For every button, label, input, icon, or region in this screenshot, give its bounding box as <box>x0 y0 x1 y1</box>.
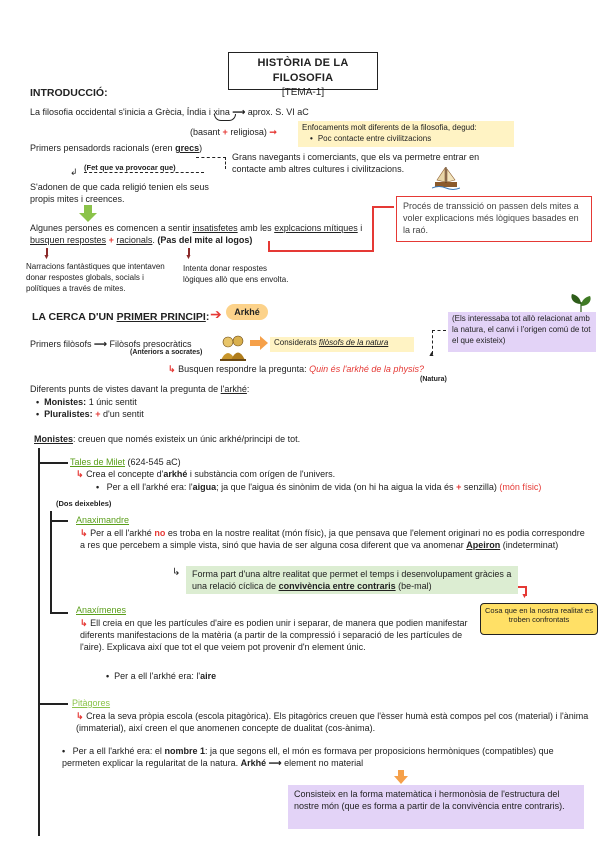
anaximandre-text <box>80 527 586 551</box>
busquen-line <box>168 363 424 375</box>
navegants-text: Grans navegants i comerciants, que els va permetre entrar en contacte amb altres cultures i civilitzacions. <box>232 152 480 175</box>
green-b: convivència entre contraris <box>278 581 396 592</box>
tales-name[interactable]: Tales de Milet <box>70 457 126 467</box>
list-item <box>36 396 144 408</box>
red-connector-vertical <box>372 206 374 251</box>
brace-icon <box>214 114 236 121</box>
anaximenes-list <box>106 670 216 682</box>
anax-t-b: no <box>154 528 166 538</box>
pitagores-purple-box: Consisteix en la forma matemàtica i hermonòsia de l'estructura del nostre món (que es forma a partir de la convivència entre contraris). <box>288 785 584 829</box>
intro-line1-text: La filosofia occidental s'inicia a Grècia, Índia i xina <box>30 107 230 117</box>
narracions-text: Narracions fantàstiques que intentaven donar respostes globals, socials i polítiques a través de mites. <box>26 262 165 293</box>
cerca-heading-a: LA CERCA D'UN <box>32 311 114 323</box>
tales-list <box>96 481 596 493</box>
natura-label: (Natura) <box>420 376 447 383</box>
adonen-text: S'adonen de que cada religió tenien els seus propis mites i creences. <box>30 182 209 205</box>
list-item <box>36 408 144 420</box>
arrow-down-right-icon: ↳ <box>172 567 181 578</box>
alg-g: racionals <box>116 235 153 246</box>
orange-right-arrow-icon <box>250 336 268 350</box>
tree-branch-tales <box>38 462 68 464</box>
red-arrow-icon: ➔ <box>210 306 222 322</box>
primers-text: Primers pensadords racionals (eren <box>30 143 173 153</box>
intro-heading: INTRODUCCIÓ: <box>30 87 108 99</box>
tree-branch-anaximandre <box>50 520 68 522</box>
tales-l2-a: Per a ell l'arkhé era: l' <box>106 482 193 492</box>
deixebles-label: (Dos deixebles) <box>56 499 112 508</box>
intenta-text: Intenta donar respostes lògiques allò que ens envolta. <box>183 264 289 284</box>
anax-t-e: (indeterminat) <box>502 540 559 551</box>
diferents-line <box>30 383 249 395</box>
monistes-heading-b: : creuen que només existeix un únic arkhé/principi de tot. <box>73 434 301 444</box>
enfocaments-bullet: • Poc contacte entre civilitzacions <box>310 134 510 145</box>
enfocaments-text: Enfocaments molt diferents de la filosofia, degud: <box>302 123 477 132</box>
contraris-box: Cosa que en la nostra realitat es troben confrontats <box>480 603 598 635</box>
anaximandre-name[interactable]: Anaximandre <box>76 515 130 525</box>
red-down-arrowhead-icon: ▼ <box>521 593 528 600</box>
tales-l2-c: ; ja que l'aigua és sinònim de vida (on hi ha aigua la vida és <box>216 482 454 492</box>
plus-icon: + <box>456 482 462 492</box>
cerca-heading-b: PRIMER PRINCIPI <box>116 311 206 323</box>
anaximenes-text <box>80 617 478 653</box>
pit-per-d: Arkhé <box>240 758 267 769</box>
arrow-left-icon: ↲ <box>70 167 78 177</box>
purple-note-box: (Els interessaba tot allò relacionat amb la natura, el canvi i l'origen comú de tot el que existeix) <box>448 312 596 352</box>
red-arrow-icon: ➞ <box>269 127 277 137</box>
dif-b: l'arkhé <box>220 384 247 394</box>
monistes-heading <box>34 433 300 445</box>
considerats-box <box>270 337 414 352</box>
anax-t-a: Per a ell l'arkhé <box>90 528 152 538</box>
tales-l2-e: (món físic) <box>499 482 542 492</box>
anaximenes-body: Ell creia en que les partícules d'aire es podien unir i separar, de manera que podien manifestar diferents manifestacions de la matèria (a partir de la compressió i separació de les partícules de l'aire). Explicava així que tot el que veiem pot provenir d'n element únic. <box>80 618 468 653</box>
pit-per-b: nombre 1 <box>164 746 205 756</box>
intro-line1-date: aprox. S. VI aC <box>247 107 309 117</box>
anax-t-c: es troba en la nostre realitat (món físic), ja que pensava que l'element originari no es podia correspondre a res que percebem a simple vista, sinó que havia de ser alguna cosa diferent que va anomenar <box>80 528 585 551</box>
alg-f: busquen respostes <box>30 235 107 246</box>
arkhe-badge: Arkhé <box>226 304 268 320</box>
grecs-text: grecs <box>175 143 200 153</box>
alg-dot: . <box>152 235 158 246</box>
green-down-arrow-icon <box>78 205 98 223</box>
dif-c: : <box>246 384 250 394</box>
apeiron-green-box <box>186 566 518 594</box>
busquen-b: Quin és l'arkhé de la physis? <box>309 364 424 374</box>
red-hook-arrow-icon: ↳ <box>76 711 84 721</box>
proces-text: Procés de transsició on passen dels mites a voler explicacions més lògiques basades en la raó. <box>403 201 579 236</box>
page-title: HISTÒRIA DE LA FILOSOFIA <box>257 57 349 84</box>
pit-per-a: Per a ell l'arkhé era: el <box>72 746 162 756</box>
green-c: (be-mal) <box>398 581 432 592</box>
list-item <box>106 670 216 682</box>
tree-branch-anaximenes <box>50 612 68 614</box>
anaximenes-name[interactable]: Anaxímenes <box>76 605 127 615</box>
orange-down-arrow-icon <box>394 770 408 784</box>
pitagores-list <box>62 745 562 769</box>
tales-dates: (624-545 aC) <box>127 457 181 467</box>
alg-b: insatisfetes <box>192 223 238 233</box>
basant-line <box>190 126 277 138</box>
basant-text-2: religiosa) <box>230 127 267 137</box>
cerca-heading <box>32 310 209 324</box>
mon-a: Monistes: <box>44 397 87 407</box>
monistes-pluralistes-list <box>36 396 144 420</box>
red-hook-arrow-icon: ↳ <box>76 469 84 479</box>
dif-a: Diferents punts de vistes davant la pregunta de <box>30 384 219 394</box>
pitagores-body: Crea la seva pròpia escola (escola pitagòrica). Els pitagòrics creuen que l'èsser humà està compos pel cos (material) i l'ànima (immaterial), així creen el que anomenen concepte de dualitat (cos-ànima). <box>76 711 589 734</box>
list-item <box>62 745 562 769</box>
primers-line <box>30 142 202 154</box>
dashed-connector <box>196 157 226 169</box>
arrow-icon: ⟶ <box>94 339 107 349</box>
cerca-heading-c: : <box>205 311 210 323</box>
primers-close: ) <box>199 143 203 153</box>
anaximenes-per-b: aire <box>200 671 217 681</box>
busquen-a: Busquen respondre la pregunta: <box>178 364 307 374</box>
tales-heading <box>70 456 181 468</box>
green-a: Forma part d'una altre realitat que permet el temps i desenvolupament gràcies a una relació cíclica de <box>192 569 512 592</box>
alg-h: (Pas del mite al logos) <box>157 235 253 246</box>
anaximenes-per-a: Per a ell l'arkhé era: l' <box>114 671 201 681</box>
tales-l1-a: Crea el concepte d' <box>86 469 164 479</box>
alg-a: Algunes persones es comencen a sentir <box>30 223 191 233</box>
arrow-icon: ⟶ <box>232 107 246 117</box>
dashed-line <box>84 172 204 173</box>
prim-a: Primers filòsofs <box>30 339 92 349</box>
philosophers-icon <box>218 332 248 362</box>
proces-box <box>396 196 592 242</box>
red-hook-arrow-icon: ↳ <box>168 364 176 374</box>
tree-sub-trunk <box>50 511 52 614</box>
consid-a: Considerats <box>274 338 317 347</box>
arrow-up-icon: ▲ <box>428 351 435 358</box>
consid-b: filòsofs de la natura <box>318 338 389 347</box>
plus-icon: + <box>222 127 228 137</box>
intro-line1 <box>30 106 450 118</box>
anteriors-label: (Anteriors a socrates) <box>130 349 203 356</box>
pitagores-name[interactable]: Pitàgores <box>72 698 111 708</box>
ship-icon <box>432 166 460 190</box>
plus-icon: + <box>95 409 101 420</box>
tree-trunk <box>38 448 40 836</box>
pitagores-text <box>76 710 596 734</box>
page-subtitle: [TEMA-1] <box>281 86 325 98</box>
monistes-heading-a: Monistes <box>34 434 74 444</box>
red-connector-bottom <box>268 250 374 252</box>
pit-per-e: element no material <box>284 758 364 769</box>
arrow-icon: ⟶ <box>268 758 282 769</box>
red-hook-arrow-icon: ↳ <box>80 618 88 628</box>
mon-b: 1 únic sentit <box>88 397 137 407</box>
list-item <box>96 481 596 493</box>
algunes-text <box>30 222 370 246</box>
anax-t-d: Apeiron <box>466 540 501 551</box>
tales-line1 <box>76 468 335 480</box>
tales-l1-b: arkhé <box>163 469 188 479</box>
red-connector-horizontal <box>372 206 394 208</box>
alg-d: explcacions mítiques <box>274 223 358 233</box>
plu-b: d'un sentit <box>102 409 144 420</box>
down-arrowhead-icon: ▼ <box>43 254 50 261</box>
fet-label: (Fet que va provocar que) <box>84 163 176 172</box>
alg-c: amb les <box>240 223 272 233</box>
pit-per-c: : ja que segons ell, el món es formava per proposicions hermòniques (compatibles) que permeten explicar la regularitat de la natura. <box>62 746 554 769</box>
basant-text: (basant <box>190 127 221 137</box>
tree-branch-pitagores <box>38 703 68 705</box>
down-arrowhead-icon-2: ▼ <box>185 254 192 261</box>
alg-e: i <box>360 223 363 233</box>
plus-icon: + <box>108 235 114 246</box>
plu-a: Pluralistes: <box>44 409 93 420</box>
tales-l2-d: senzilla) <box>463 482 497 492</box>
tales-l1-c: i substància com orígen de l'univers. <box>189 469 336 479</box>
enfocaments-box <box>298 121 514 147</box>
prim-b: Filòsofs presocràtics <box>109 339 192 349</box>
title-box <box>228 52 378 98</box>
red-hook-arrow-icon: ↳ <box>80 528 88 538</box>
tales-l2-b: aigua <box>192 482 217 492</box>
